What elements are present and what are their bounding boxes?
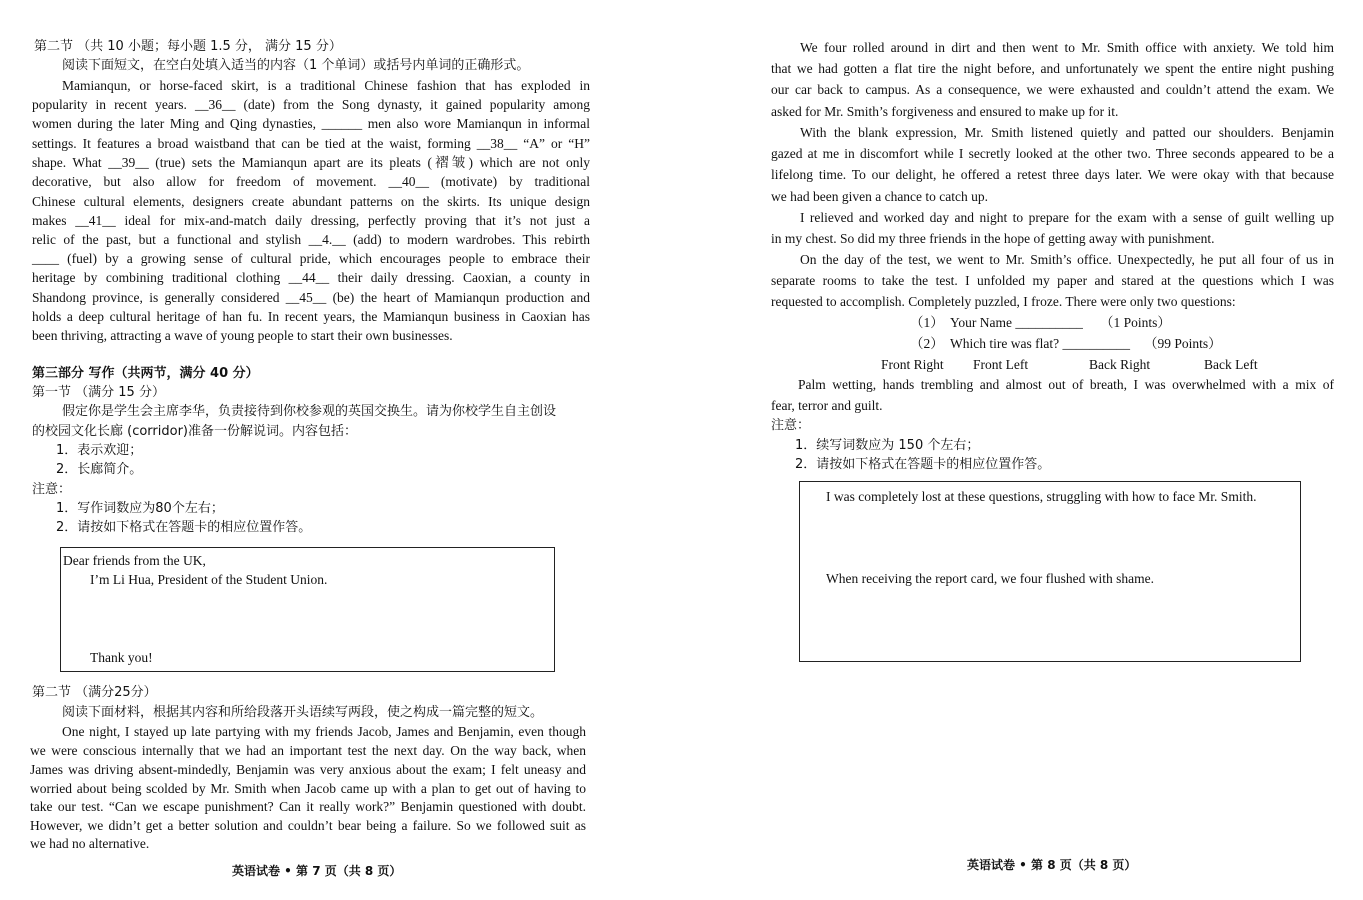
- passage-line: holds a deep cultural heritage of han fu. In recent years, the Mamianqun business in Caoxian has: [32, 309, 590, 324]
- question-2-number: （2）: [910, 336, 944, 351]
- tire-option: Back Left: [1204, 357, 1258, 372]
- story-line: requested to accomplish. Completely puzzled, I froze. There were only two questions:: [771, 294, 1236, 309]
- writing-section-2-header: 第二节 （满分25分）: [32, 685, 157, 700]
- story-line: I relieved and worked day and night to prepare for the exam with a sense of guilt welling up: [800, 210, 1334, 225]
- passage-line: Shandong province, is generally considered __45__ (be) the heart of Mamianqun production and: [32, 290, 590, 305]
- writing-section-2-instructions: 阅读下面材料，根据其内容和所给段落开头语续写两段，使之构成一篇完整的短文。: [62, 705, 544, 720]
- note-item: 2．请按如下格式在答题卡的相应位置作答。: [795, 457, 1051, 472]
- passage-line: ____ (fuel) by a growing sense of cultural pride, which encourages people to embrace their: [32, 251, 590, 266]
- content-item: 2．长廊简介。: [56, 462, 143, 477]
- note-item: 2．请按如下格式在答题卡的相应位置作答。: [56, 520, 312, 535]
- letter-greeting: Dear friends from the UK,: [63, 553, 206, 568]
- story-line: On the day of the test, we went to Mr. Smith’s office. Unexpectedly, he put all four of us in: [800, 252, 1334, 267]
- letter-closing: Thank you!: [90, 650, 153, 665]
- passage-line: women during the later Ming and Qing dynasties, ______ men also wore Mamianqun in informal: [32, 116, 590, 131]
- story-line: separate rooms to take the test. I unfolded my paper and stared at the questions which I was: [771, 273, 1334, 288]
- page-footer: 英语试卷 • 第 7 页（共 8 页）: [232, 864, 402, 878]
- story-line: fear, terror and guilt.: [771, 398, 883, 413]
- content-item: 1．表示欢迎；: [56, 443, 143, 458]
- tire-option: Front Left: [973, 357, 1029, 372]
- story-line: James was driving absent-mindedly, Benjamin was very anxious about the exam; I felt uneasy and: [30, 762, 586, 777]
- story-line: we were conscious internally that we had an important test the next day. On the way back, when: [30, 743, 586, 758]
- story-line: However, we didn’t get a better solution and couldn’t bear being a failure. So we followed suit as: [30, 818, 586, 833]
- note-label: 注意：: [32, 482, 72, 497]
- section-2-instructions: 阅读下面短文，在空白处填入适当的内容（1 个单词）或括号内单词的正确形式。: [62, 58, 530, 73]
- writing-section-1-header: 第一节 （满分 15 分）: [32, 385, 165, 400]
- story-line: gazed at me in discomfort while I secretly looked at the other two. Three seconds appeared to be a: [771, 146, 1334, 161]
- passage-line: heritage by combining traditional clothing __44__ their daily dressing. Caoxian, a county in: [32, 270, 590, 285]
- story-line: Palm wetting, hands trembling and almost out of breath, I was overwhelmed with a mix of: [798, 377, 1334, 392]
- passage-line: Mamianqun, or horse-faced skirt, is a traditional Chinese fashion that has exploded in: [62, 78, 590, 93]
- story-line: that we had gotten a flat tire the night before, and unfortunately we spent the entire night pushing: [771, 61, 1334, 76]
- story-line: worried about being scolded by Mr. Smith when Jacob came up with a plan to get out of having to: [30, 781, 586, 796]
- story-line: lifelong time. To our delight, he offered a retest three days later. We were okay with that because: [771, 167, 1334, 182]
- exam-page-8: [682, 0, 1363, 900]
- story-line: With the blank expression, Mr. Smith listened quietly and patted our shoulders. Benjamin: [800, 125, 1334, 140]
- passage-line: been thriving, attracting a wave of young people to start their own businesses.: [32, 328, 453, 343]
- section-2-header: 第二节 （共 10 小题；每小题 1.5 分， 满分 15 分）: [34, 39, 342, 54]
- question-2-text: Which tire was flat? __________: [950, 336, 1130, 351]
- story-line: We four rolled around in dirt and then went to Mr. Smith office with anxiety. We told him: [800, 40, 1334, 55]
- story-line: asked for Mr. Smith’s forgiveness and ensured to make up for it.: [771, 104, 1119, 119]
- story-line: One night, I stayed up late partying with my friends Jacob, James and Benjamin, even though: [62, 724, 586, 739]
- part-3-header: 第三部分 写作（共两节，满分 40 分）: [32, 366, 259, 381]
- passage-line: decorative, but also allow for freedom of movement. __40__ (motivate) by traditional: [32, 174, 590, 189]
- letter-answer-box: [60, 547, 555, 672]
- letter-intro: I’m Li Hua, President of the Student Union.: [90, 572, 328, 587]
- writing-prompt-line: 的校园文化长廊 (corridor)准备一份解说词。内容包括：: [32, 424, 358, 439]
- question-1-text: Your Name __________: [950, 315, 1083, 330]
- passage-line: settings. It features a broad waistband that can be tied at the waist, forming __38__ “A” or “H”: [32, 136, 590, 151]
- tire-option: Front Right: [881, 357, 944, 372]
- story-line: in my chest. So did my three friends in the hope of getting away with punishment.: [771, 231, 1215, 246]
- tire-option: Back Right: [1089, 357, 1151, 372]
- paragraph-2-opening: When receiving the report card, we four flushed with shame.: [826, 571, 1155, 586]
- question-2-points: （99 Points）: [1144, 336, 1222, 351]
- passage-line: Chinese cultural elements, designers create abundant patterns on the skirts. Its unique design: [32, 194, 590, 209]
- question-1-number: （1）: [910, 315, 944, 330]
- story-line: we had been given a chance to catch up.: [771, 189, 989, 204]
- paragraph-1-opening: I was completely lost at these questions, struggling with how to face Mr. Smith.: [826, 489, 1257, 504]
- note-label: 注意：: [771, 418, 811, 433]
- passage-line: relic of the past, but a functional and stylish __4.__ (add) to modern wardrobes. This rebirth: [32, 232, 590, 247]
- note-item: 1．续写词数应为 150 个左右；: [795, 438, 980, 453]
- story-line: our car back to campus. As a consequence, we were exhausted and couldn’t attend the exam. We: [771, 82, 1334, 97]
- passage-line: makes __41__ ideal for mix-and-match daily dressing, perfectly proving that it’s not just a: [32, 213, 590, 228]
- writing-prompt-line: 假定你是学生会主席李华，负责接待到你校参观的英国交换生。请为你校学生自主创设: [62, 404, 557, 419]
- passage-line: shape. What __39__ (true) sets the Mamianqun apart are its pleats (褶皱) which are not only: [32, 155, 590, 170]
- note-item: 1．写作词数应为80个左右；: [56, 501, 224, 516]
- page-footer: 英语试卷 • 第 8 页（共 8 页）: [967, 858, 1137, 872]
- question-1-points: （1 Points）: [1100, 315, 1171, 330]
- passage-line: popularity in recent years. __36__ (date) from the Song dynasty, it gained popularity among: [32, 97, 590, 112]
- story-line: take our test. “Can we escape punishment? Can it really work?” Benjamin questioned with doubt.: [30, 799, 586, 814]
- story-line: we had no alternative.: [30, 836, 150, 851]
- continuation-answer-box: [799, 481, 1301, 662]
